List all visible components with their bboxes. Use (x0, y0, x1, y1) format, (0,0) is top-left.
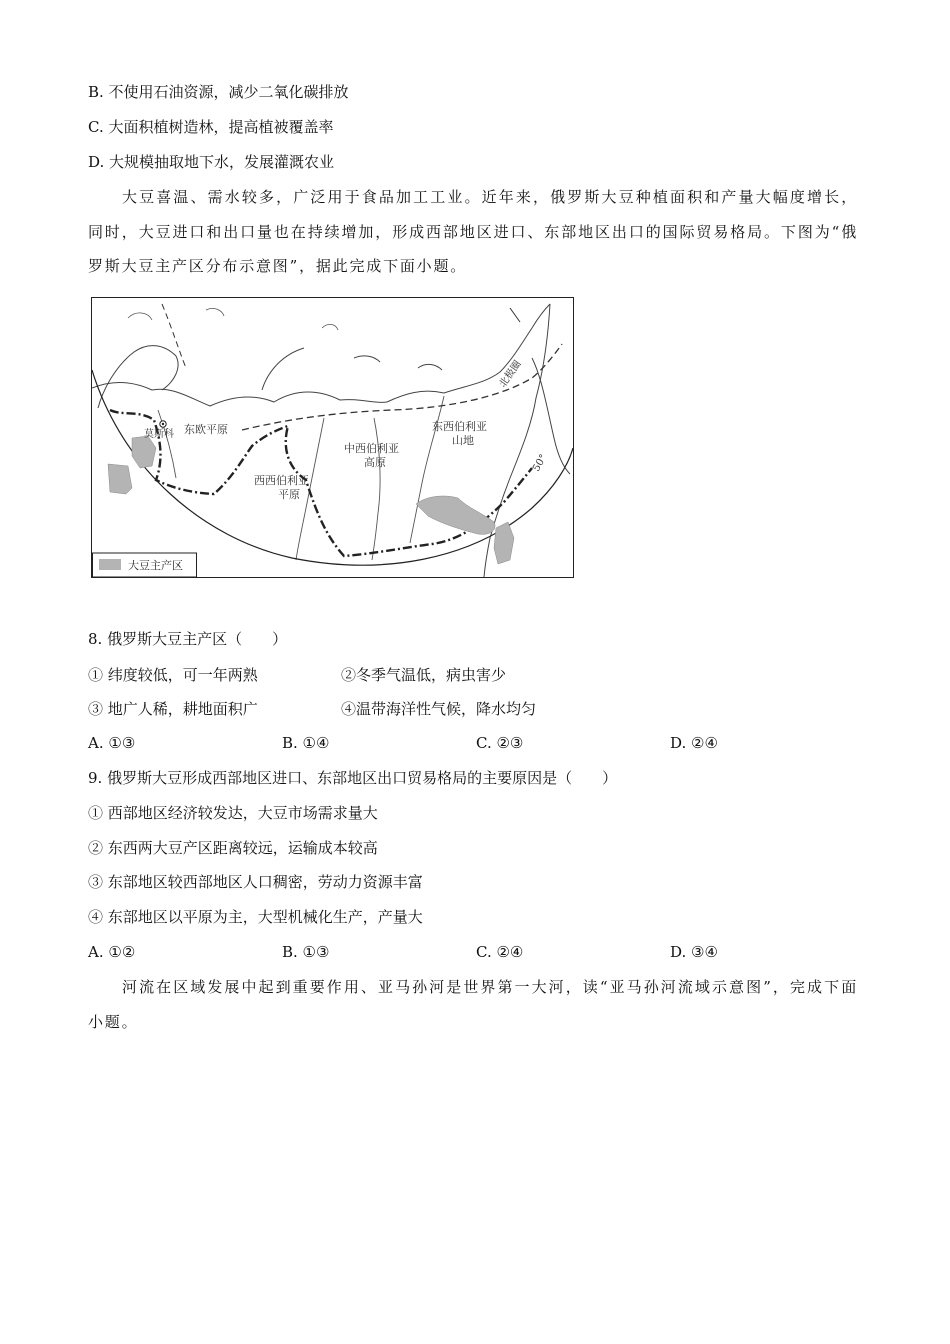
legend-label: 大豆主产区 (128, 559, 183, 572)
q8-item-2: ②冬季气温低，病虫害少 (341, 666, 507, 684)
q9-choices (88, 942, 858, 962)
q8-choice-b[interactable]: B. ①④ (282, 734, 330, 752)
arctic-circle-line (242, 344, 562, 430)
label-central-siberian-1: 中西伯利亚 (344, 442, 399, 455)
q8-item-4: ④温带海洋性气候，降水均匀 (341, 700, 537, 718)
label-east-siberian-1: 东西伯利亚 (432, 420, 487, 433)
soybean-area-moscow (132, 436, 156, 468)
arctic-coastline (92, 304, 550, 406)
q9-choice-b[interactable]: B. ①③ (282, 943, 330, 961)
russia-soybean-map (91, 297, 574, 578)
label-east-siberian-2: 山地 (452, 434, 474, 447)
q9-choice-a[interactable]: A. ①② (88, 943, 136, 961)
label-central-siberian-2: 高原 (364, 456, 386, 469)
option-d: D. 大规模抽取地下水，发展灌溉农业 (88, 153, 335, 171)
q9-item-2: ② 东西两大豆产区距离较远，运输成本较高 (88, 839, 378, 857)
q8-choice-a[interactable]: A. ①③ (88, 734, 136, 752)
q8-item-3: ③ 地广人稀，耕地面积广 (88, 700, 258, 718)
q9-choice-d[interactable]: D. ③④ (670, 943, 718, 961)
option-c: C. 大面积植树造林，提高植被覆盖率 (88, 118, 334, 136)
q8-stem: 8. 俄罗斯大豆主产区（ ） (88, 630, 288, 648)
label-moscow: 莫斯科 (144, 429, 174, 440)
pacific-coastline (484, 304, 550, 577)
label-lat-50: 50° (531, 452, 550, 474)
q9-stem: 9. 俄罗斯大豆形成西部地区进口、东部地区出口贸易格局的主要原因是（ ） (88, 769, 618, 787)
label-west-siberian-plain-2: 平原 (278, 488, 300, 501)
q8-choice-d[interactable]: D. ②④ (670, 734, 718, 752)
q9-item-4: ④ 东部地区以平原为主，大型机械化生产，产量大 (88, 908, 423, 926)
option-b: B. 不使用石油资源，减少二氧化碳排放 (88, 83, 349, 101)
soybean-area-amur (416, 496, 495, 534)
soybean-area-west (108, 464, 132, 494)
q9-choice-c[interactable]: C. ②④ (476, 943, 524, 961)
soybean-area-primorye (494, 522, 514, 564)
q8-items-row-2 (88, 699, 858, 719)
label-arctic-circle: 北极圈 (497, 358, 524, 390)
label-west-siberian-plain-1: 西西伯利亚 (254, 474, 309, 487)
label-east-european-plain: 东欧平原 (184, 423, 228, 436)
legend-swatch (99, 559, 121, 570)
q8-item-1: ① 纬度较低，可一年两熟 (88, 666, 258, 684)
q8-items-row-1 (88, 665, 858, 685)
passage-amazon: 河流在区域发展中起到重要作用、亚马孙河是世界第一大河，读“亚马孙河流域示意图”，完成下面小题。 (88, 978, 858, 1031)
q9-item-3: ③ 东部地区较西部地区人口稠密，劳动力资源丰富 (88, 873, 423, 891)
q9-item-1: ① 西部地区经济较发达，大豆市场需求量大 (88, 804, 378, 822)
passage-soybean: 大豆喜温、需水较多，广泛用于食品加工工业。近年来，俄罗斯大豆种植面积和产量大幅度增长，同时，大豆进口和出口量也在持续增加，形成西部地区进口、东部地区出口的国际贸易格局。下图为“俄罗斯大豆主产区分布示意图”，据此完成下面小题。 (88, 188, 858, 275)
q8-choices (88, 733, 858, 753)
q8-choice-c[interactable]: C. ②③ (476, 734, 524, 752)
